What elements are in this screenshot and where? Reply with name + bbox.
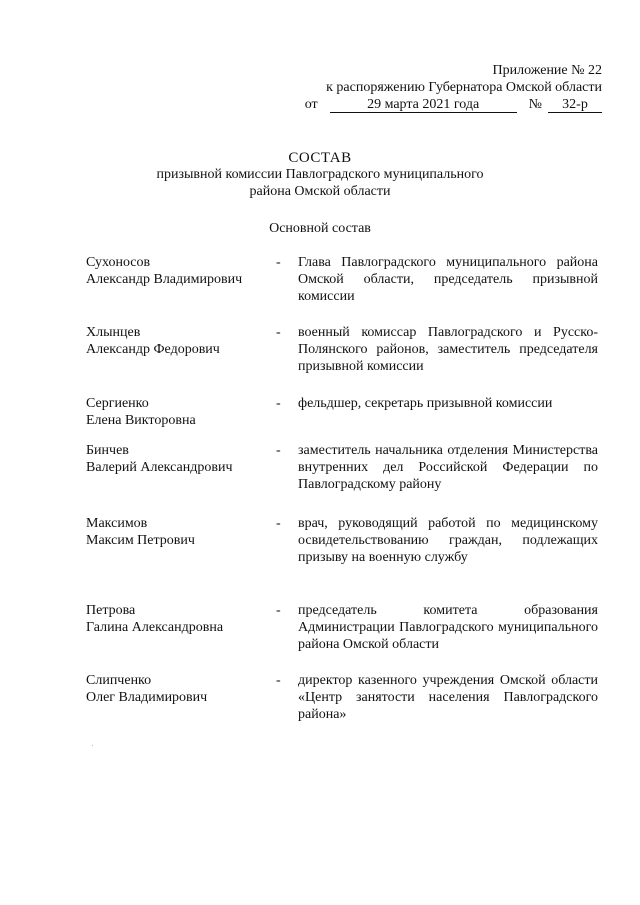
member-dash: - bbox=[276, 255, 281, 270]
member-dash: - bbox=[276, 443, 281, 458]
order-date-number-line bbox=[305, 96, 602, 113]
scan-speck bbox=[92, 745, 93, 746]
appendix-reference: к распоряжению Губернатора Омской области bbox=[326, 80, 602, 95]
member-name bbox=[86, 672, 276, 723]
member-given-name: Олег Владимирович bbox=[86, 690, 208, 705]
member-row bbox=[86, 254, 598, 305]
member-surname: Сухоносов bbox=[86, 255, 151, 270]
member-row bbox=[86, 395, 598, 429]
subtitle-line-1: призывной комиссии Павлоградского муниципального bbox=[156, 167, 484, 182]
member-dash: - bbox=[276, 516, 281, 531]
document-title: СОСТАВ bbox=[288, 150, 352, 166]
number-label: № bbox=[528, 97, 542, 112]
member-role: военный комиссар Павлоградского и Русско-Полянского районов, заместитель председателя призывной комиссии bbox=[298, 325, 598, 374]
order-number: 32-р bbox=[548, 98, 602, 113]
member-name bbox=[86, 254, 276, 305]
member-given-name: Александр Владимирович bbox=[86, 272, 243, 287]
subtitle-line-2: района Омской области bbox=[249, 184, 391, 199]
member-surname: Максимов bbox=[86, 516, 148, 531]
appendix-number: Приложение № 22 bbox=[492, 63, 602, 78]
member-name bbox=[86, 602, 276, 653]
member-given-name: Александр Федорович bbox=[86, 342, 220, 357]
member-given-name: Максим Петрович bbox=[86, 533, 195, 548]
document-subtitle bbox=[0, 166, 640, 200]
member-name bbox=[86, 442, 276, 493]
member-dash: - bbox=[276, 603, 281, 618]
member-row bbox=[86, 515, 598, 566]
section-heading: Основной состав bbox=[269, 221, 371, 236]
member-given-name: Галина Александровна bbox=[86, 620, 224, 635]
member-row bbox=[86, 324, 598, 375]
member-name bbox=[86, 324, 276, 375]
member-role: врач, руководящий работой по медицинскому освидетельствованию граждан, подлежащих призыву на военную службу bbox=[298, 516, 598, 565]
member-surname: Бинчев bbox=[86, 443, 129, 458]
member-role: фельдшер, секретарь призывной комиссии bbox=[298, 396, 553, 411]
order-date: 29 марта 2021 года bbox=[330, 98, 517, 113]
member-row bbox=[86, 602, 598, 653]
member-row bbox=[86, 672, 598, 723]
member-surname: Петрова bbox=[86, 603, 136, 618]
member-surname: Хлынцев bbox=[86, 325, 141, 340]
appendix-block bbox=[305, 62, 602, 113]
member-name bbox=[86, 395, 276, 429]
member-role: заместитель начальника отделения Министерства внутренних дел Российской Федерации по Павлоградскому району bbox=[298, 443, 598, 492]
member-dash: - bbox=[276, 396, 281, 411]
from-label: от bbox=[304, 97, 318, 112]
member-name bbox=[86, 515, 276, 566]
member-dash: - bbox=[276, 325, 281, 340]
member-surname: Сергиенко bbox=[86, 396, 149, 411]
member-dash: - bbox=[276, 673, 281, 688]
member-row bbox=[86, 442, 598, 493]
member-surname: Слипченко bbox=[86, 673, 152, 688]
member-given-name: Елена Викторовна bbox=[86, 413, 196, 428]
member-role: Глава Павлоградского муниципального района Омской области, председатель призывной комиссии bbox=[298, 255, 598, 304]
member-role: директор казенного учреждения Омской области «Центр занятости населения Павлоградского района» bbox=[298, 673, 598, 722]
member-given-name: Валерий Александрович bbox=[86, 460, 233, 475]
member-role: председатель комитета образования Администрации Павлоградского муниципального района Омской области bbox=[298, 603, 598, 652]
